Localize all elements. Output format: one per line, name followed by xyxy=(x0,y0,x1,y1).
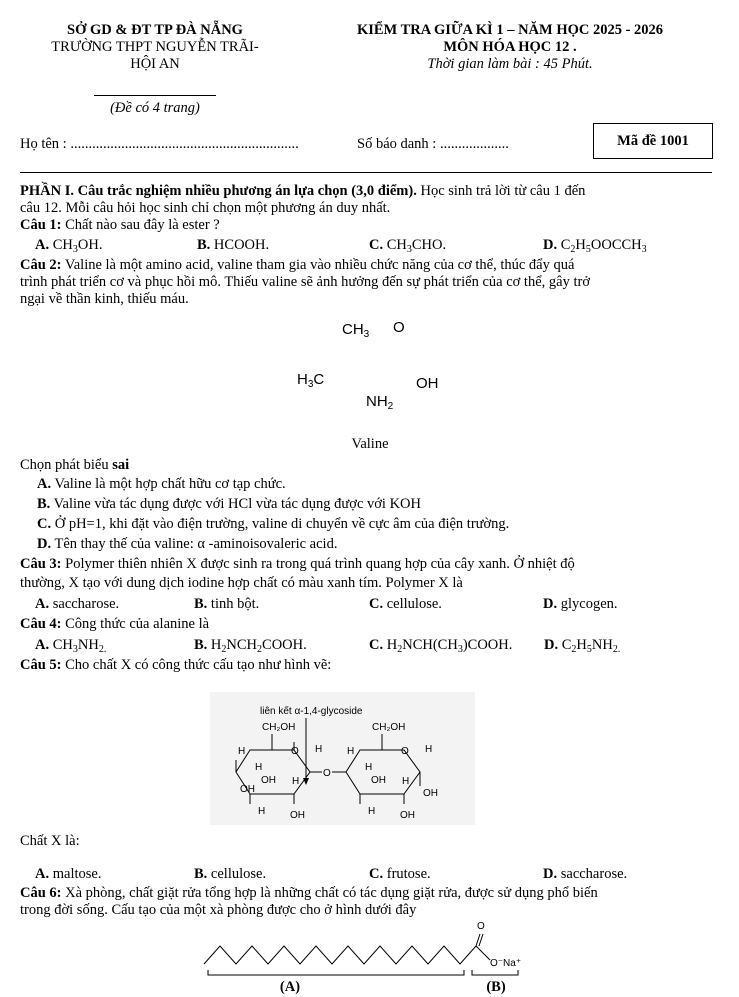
soap-part-a-label: (A) xyxy=(279,979,301,995)
soap-structure-figure xyxy=(200,918,535,976)
q5-label: Câu 5: xyxy=(20,657,62,673)
svg-text:CH₂OH: CH₂OH xyxy=(262,722,296,733)
section-divider xyxy=(20,172,712,173)
valine-nh2-label: $NH_2$ xyxy=(366,393,394,412)
svg-text:OH: OH xyxy=(400,810,415,821)
svg-text:OH: OH xyxy=(423,788,438,799)
q3-option-d: D. glycogen. xyxy=(543,596,618,612)
q2-label: Câu 2: xyxy=(20,257,62,273)
svg-text:OH: OH xyxy=(371,775,386,786)
pages-note-rule xyxy=(94,95,216,96)
q2-stem-line1: Câu 2: Valine là một amino acid, valine tham gia vào nhiều chức năng của cơ thể, thúc đẩy quá xyxy=(20,257,575,273)
svg-text:O: O xyxy=(401,746,409,757)
school-name-line1: TRƯỜNG THPT NGUYỄN TRÃI- xyxy=(51,39,259,55)
q4-option-d: D. $C_2H_5NH_{2.}$ xyxy=(544,637,621,655)
q4-option-a: A. $CH_3NH_{2.}$ xyxy=(35,637,107,655)
svg-text:H: H xyxy=(238,746,246,757)
q5-prompt: Chất X là: xyxy=(20,833,80,849)
q3-option-c: C. cellulose. xyxy=(369,596,442,612)
glycoside-bond-label: liên kết α-1,4-glycoside xyxy=(260,706,363,717)
svg-text:H: H xyxy=(315,744,323,755)
q5-option-b: B. cellulose. xyxy=(194,866,267,882)
q4-option-b: B. $H_2NCH_2COOH$. xyxy=(194,637,307,655)
q4-option-c: C. $H_2NCH(CH_3)COOH$. xyxy=(369,637,513,655)
q2-statement-c: C. Ở pH=1, khi đặt vào điện trường, valine di chuyển về cực âm của điện trường. xyxy=(37,516,510,532)
q1-label: Câu 1: xyxy=(20,217,62,233)
q2-stem-line3: ngại về thần kinh, thiếu máu. xyxy=(20,291,189,307)
q1-option-c: C. $CH_3CHO$. xyxy=(369,237,447,255)
q1-option-b: B. HCOOH. xyxy=(197,237,270,253)
q4-label: Câu 4: xyxy=(20,616,62,632)
carboxylate-bond xyxy=(476,946,490,960)
q2-statement-b: B. Valine vừa tác dụng được với HCl vừa tác dụng được với KOH xyxy=(37,496,421,512)
valine-oh-label: OH xyxy=(416,375,439,392)
svg-text:H: H xyxy=(255,762,263,773)
valine-ch3-label: $CH_3$ xyxy=(342,321,370,340)
exam-code-box: Mã đề 1001 xyxy=(593,123,713,159)
valine-o-label: O xyxy=(393,319,405,336)
q3-option-a: A. saccharose. xyxy=(35,596,120,612)
part1-instruction-line2: câu 12. Mỗi câu hỏi học sinh chỉ chọn một phương án duy nhất. xyxy=(20,200,391,216)
svg-text:H: H xyxy=(292,776,300,787)
q2-stem-line2: trình phát triển cơ và phục hồi mô. Thiếu valine sẽ ảnh hưởng đến sự phát triển của cơ thể, gây trở xyxy=(20,274,590,290)
q2-prompt: Chọn phát biểu sai xyxy=(20,457,130,473)
school-name-line2: HỘI AN xyxy=(130,56,180,72)
q2-statement-a: A. Valine là một hợp chất hữu cơ tạp chức. xyxy=(37,476,286,492)
svg-text:OH: OH xyxy=(290,810,305,821)
svg-text:H: H xyxy=(258,806,266,817)
svg-text:H: H xyxy=(347,746,355,757)
q3-option-b: B. tinh bột. xyxy=(194,596,260,612)
part1-title: PHẦN I. Câu trắc nghiệm nhiều phương án lựa chọn (3,0 điểm). xyxy=(20,183,417,199)
q6-stem-line1: Câu 6: Xà phòng, chất giặt rửa tổng hợp là những chất có tác dụng giặt rửa, được sử dụng phổ biến xyxy=(20,885,598,901)
q5-stem: Câu 5: Cho chất X có công thức cấu tạo như hình vẽ: xyxy=(20,657,332,673)
figure-labels xyxy=(260,705,363,717)
svg-text:O: O xyxy=(291,746,299,757)
q1-text: Chất nào sau đây là ester ? xyxy=(61,217,220,233)
svg-text:OH: OH xyxy=(261,775,276,786)
bridge-oxygen: O xyxy=(323,768,331,779)
q4-stem: Câu 4: Công thức của alanine là xyxy=(20,616,210,632)
q1-option-a: A. $CH_3OH$. xyxy=(35,237,103,255)
hydrocarbon-chain xyxy=(204,946,476,964)
q3-label: Câu 3: xyxy=(20,556,62,572)
bracket-b xyxy=(472,970,518,975)
soap-part-b-label: (B) xyxy=(486,979,506,995)
dept-name: SỞ GD & ĐT TP ĐÀ NẴNG xyxy=(67,22,243,38)
pages-note: (Đề có 4 trang) xyxy=(110,100,200,116)
svg-text:H: H xyxy=(425,744,433,755)
valine-caption: Valine xyxy=(351,436,389,452)
q6-stem-line2: trong đời sống. Cấu tạo của một xà phòng được cho ở hình dưới đây xyxy=(20,902,417,918)
carbonyl-oxygen: O xyxy=(477,921,485,932)
q3-stem-line1: Câu 3: Polymer thiên nhiên X được sinh ra trong quá trình quang hợp của cây xanh. Ở nhiệt độ xyxy=(20,556,575,572)
part1-heading xyxy=(20,183,585,200)
svg-text:CH₂OH: CH₂OH xyxy=(372,722,406,733)
q5-option-c: C. frutose. xyxy=(369,866,431,882)
student-name-field: Họ tên : ............................................................... xyxy=(20,136,299,152)
q1-option-d: D. $C_2H_5OOCCH_3$ xyxy=(543,237,647,255)
maltose-structure-figure xyxy=(210,692,475,825)
bracket-a xyxy=(208,970,464,975)
svg-text:H: H xyxy=(402,776,410,787)
q3-stem-line2: thường, X tạo với dung dịch iodine hợp chất có màu xanh tím. Polymer X là xyxy=(20,575,463,591)
svg-text:H: H xyxy=(365,762,373,773)
q5-option-a: A. maltose. xyxy=(35,866,102,882)
carboxylate-group: O⁻Na⁺ xyxy=(490,958,522,969)
student-id-field: Số báo danh : ................... xyxy=(357,136,509,152)
q2-statement-d: D. Tên thay thế của valine: α -aminoisovaleric acid. xyxy=(37,536,338,552)
svg-text:H: H xyxy=(368,806,376,817)
svg-text:OH: OH xyxy=(240,784,255,795)
q5-option-d: D. saccharose. xyxy=(543,866,628,882)
q1-stem xyxy=(20,217,220,234)
subject-title: MÔN HÓA HỌC 12 . xyxy=(443,39,577,55)
exam-title: KIỂM TRA GIỮA KÌ 1 – NĂM HỌC 2025 - 2026 xyxy=(356,22,664,38)
exam-time: Thời gian làm bài : 45 Phút. xyxy=(427,56,593,72)
q6-label: Câu 6: xyxy=(20,885,62,901)
part1-instruction: Học sinh trả lời từ câu 1 đến xyxy=(416,183,586,199)
valine-h3c-label: $H_3C$ xyxy=(297,371,325,390)
